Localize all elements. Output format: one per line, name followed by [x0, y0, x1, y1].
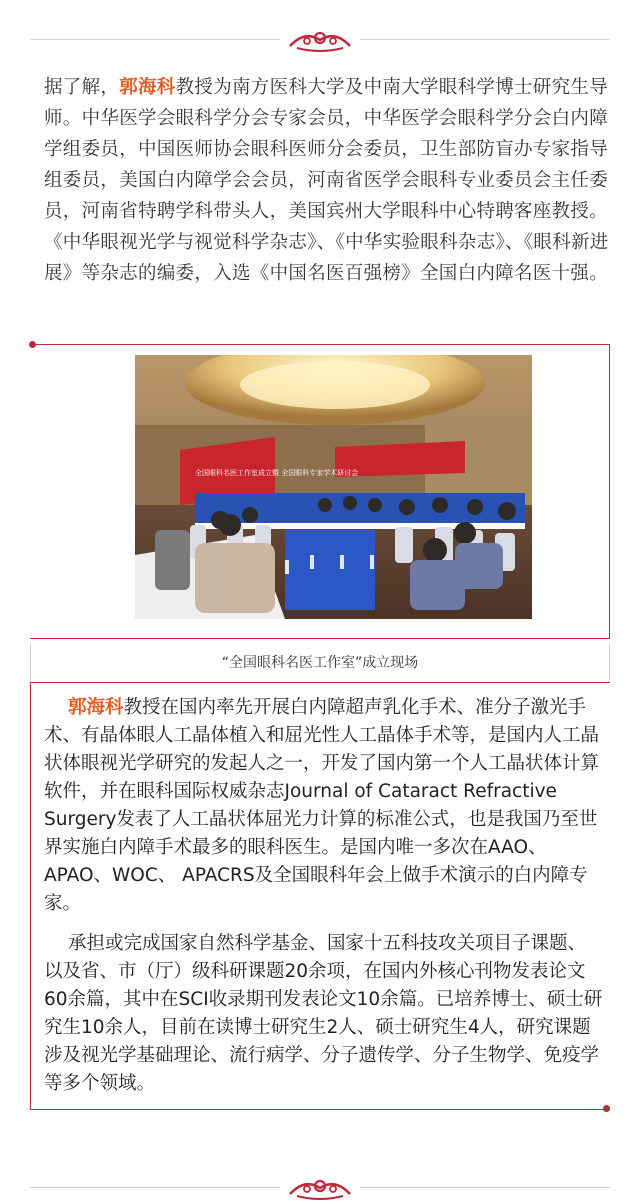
photo-caption: “全国眼科名医工作室”成立现场 [221, 655, 419, 671]
bio-paragraph-2 [44, 930, 604, 1098]
cloud-ornament-icon [285, 1174, 355, 1200]
frame-bottom-line [30, 638, 610, 639]
cloud-ornament-icon [285, 26, 355, 52]
photo-banner-text: 全国眼科名医工作室成立暨 全国眼科专家学术研讨会 [195, 469, 359, 477]
divider-line-right [360, 39, 610, 40]
frame-top-line [32, 344, 610, 345]
intro-prefix: 据了解， [44, 77, 120, 98]
conference-room-image [135, 355, 532, 619]
top-ornament-divider [30, 24, 610, 54]
bio-text-2: 承担或完成国家自然科学基金、国家十五科技攻关项目子课题、以及省、市（厅）级科研课题20余项，在国内外核心刊物发表论文60余篇，其中在SCI收录期刊发表论文10余篇。已培养博士、硕士研究生10余人，目前在读博士研究生2人、硕士研究生4人，研究课题涉及视光学基础理论、流行病学、分子遗传学、分子生物学、免疫学等多个领域。 [44, 933, 603, 1094]
doctor-name-highlight: 郭海科 [119, 77, 176, 98]
frame-dot-bottom-right [603, 1105, 610, 1112]
bottom-ornament-divider [30, 1172, 610, 1202]
bio-text-1: 教授在国内率先开展白内障超声乳化手术、准分子激光手术、有晶体眼人工晶体植入和屈光性人工晶体手术等，是国内人工晶状体眼视光学研究的发起人之一，开发了国内第一个人工晶状体计算软件，并在眼科国际权威杂志Journal of Cataract Refractive Surgery发表了人工晶状体屈光力计算的标准公式，也是我国乃至世界实施白内障手术最多的眼科医生。是国内唯一多次在AAO、APAO、WOC、 APACRS及全国眼科年会上做手术演示的白内障专家。 [44, 697, 600, 914]
doctor-name-highlight-2: 郭海科 [68, 697, 124, 718]
divider-line-left [30, 39, 280, 40]
divider-line-left [30, 1187, 280, 1188]
divider-line-right [360, 1187, 610, 1188]
bio-paragraph-1 [44, 694, 604, 918]
intro-paragraph [44, 72, 610, 289]
intro-text: 教授为南方医科大学及中南大学眼科学博士研究生导师。中华医学会眼科学分会专家会员，中华医学会眼科学分会白内障学组委员，中国医师协会眼科医师分会委员，卫生部防盲办专家指导组委员，美国白内障学会会员，河南省医学会眼科专业委员会主任委员，河南省特聘学科带头人，美国宾州大学眼科中心特聘客座教授。《中华眼视光学与视觉科学杂志》、《中华实验眼科杂志》、《眼科新进展》等杂志的编委，入选《中国名医百强榜》全国白内障名医十强。 [44, 77, 609, 284]
caption-box [30, 644, 610, 683]
frame-right-line [609, 344, 610, 638]
conference-photo [135, 355, 532, 619]
